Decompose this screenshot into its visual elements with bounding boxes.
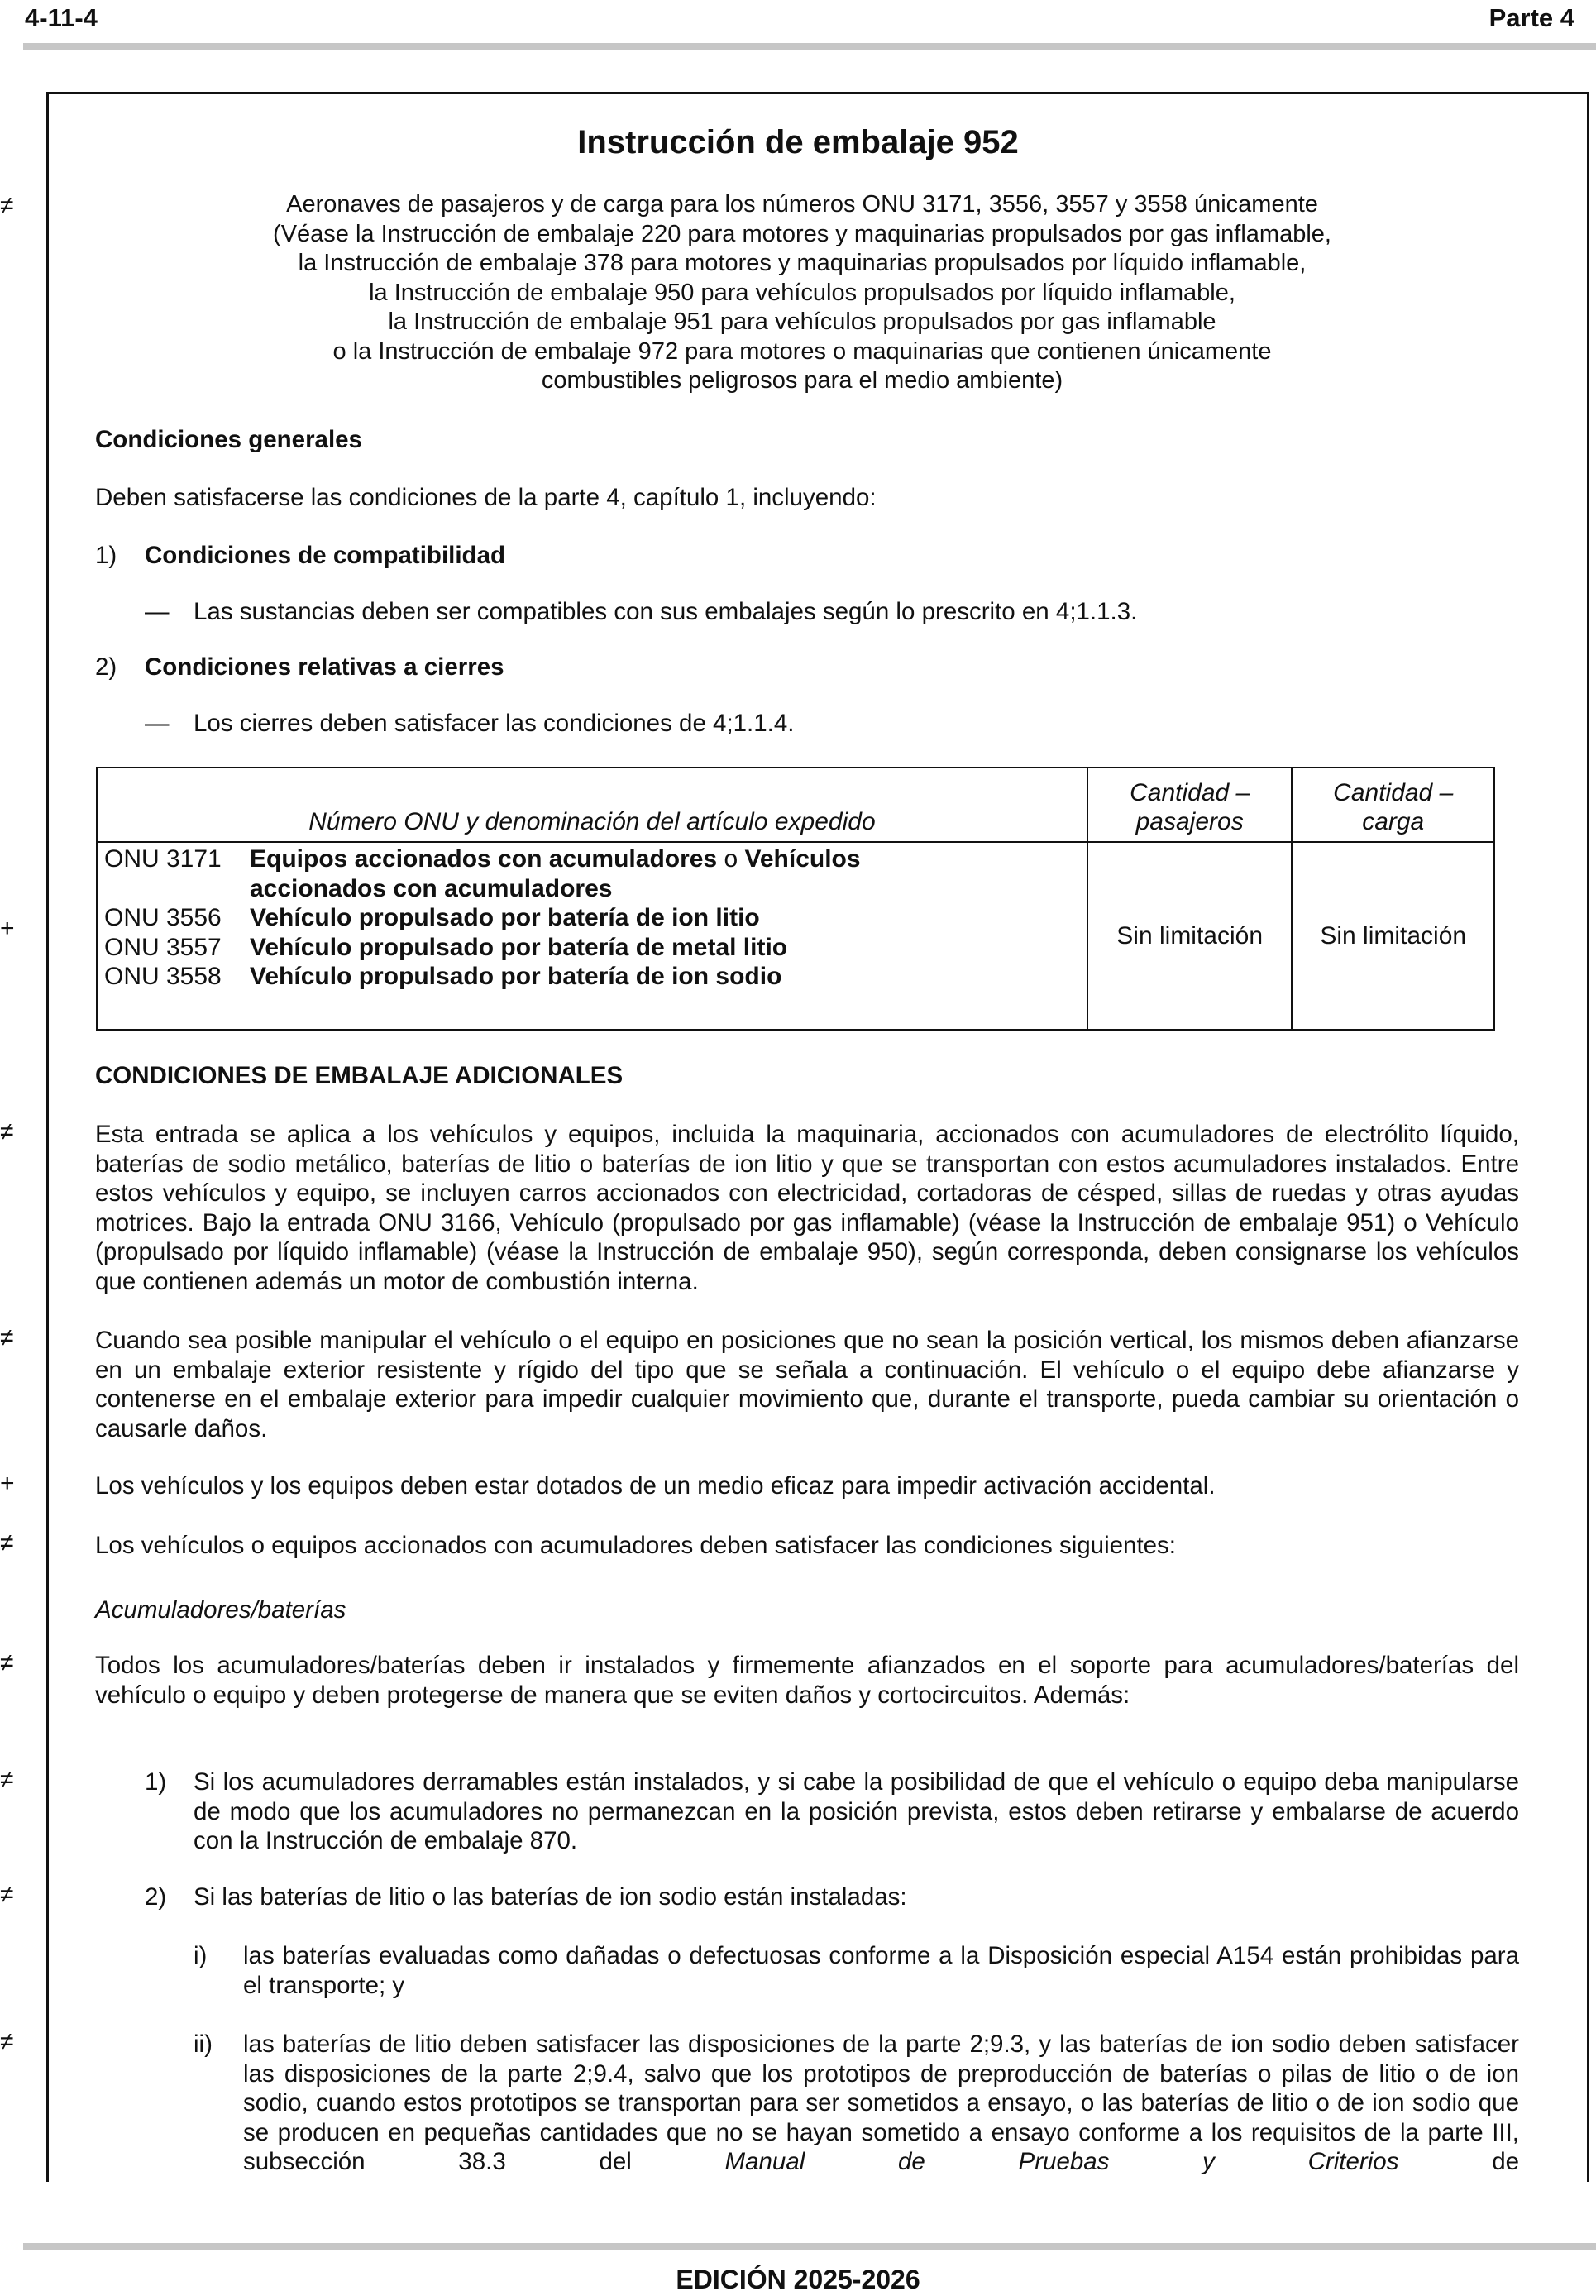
item-compatibility-text [145, 597, 1137, 627]
sublist-text: las baterías de litio deben satisfacer las disposiciones de la parte 2;9.3, y las baterías de ion sodio deben satisfacer las disposiciones de la parte 2;9.4, salvo que los prototipos de preproducción de baterías o pilas de litio o de ion sodio, cuando estos prototipos se transportan para ser sometidos a ensayo, o las baterías de litio o de ion sodio que se producen en pequeñas cantidades que no se hayan sometido a ensayo conforme a los requisitos de la parte III, subsección 38.3 del [243, 2031, 1519, 2175]
qty-cargo-cell: Sin limitación [1292, 842, 1494, 1030]
un-code: ONU 3558 [104, 963, 222, 990]
un-code: ONU 3171 [104, 845, 222, 873]
intro-block [149, 190, 1455, 396]
manual-title: Manual de Pruebas y Criterios [724, 2148, 1399, 2175]
table-row-continuation: accionados con acumuladores [250, 874, 613, 902]
item-text: Los cierres deben satisfacer las condiciones de 4;1.1.4. [194, 710, 795, 737]
item-title: Condiciones de compatibilidad [145, 542, 505, 569]
addition-mark: + [0, 1470, 15, 1497]
table-header-cargo [1292, 768, 1494, 842]
paragraph-conditions: Los vehículos o equipos accionados con acumuladores deben satisfacer las condiciones siguientes: [95, 1532, 1177, 1559]
sublist-text-end: de [1492, 2148, 1520, 2175]
page-title: Instrucción de embalaje 952 [577, 124, 1019, 160]
sublist-item-damaged: las baterías evaluadas como dañadas o defectuosas conforme a la Disposición especial A154 están prohibidas para el transporte; y [243, 1942, 1519, 1999]
batteries-subheading: Acumuladores/baterías [95, 1596, 346, 1624]
article-name: Vehículo propulsado por batería de metal litio [250, 933, 788, 961]
addition-mark: + [0, 915, 15, 942]
item-closures-text [145, 709, 794, 739]
intro-line: la Instrucción de embalaje 950 para vehículos propulsados por líquido inflamable, [369, 279, 1235, 306]
list-item-spillable: Si los acumuladores derramables están instalados, y si cabe la posibilidad de que el vehículo o equipo deba manipularse de modo que los acumuladores no permanezcan en la posición prevista, estos deben retirarse y embalarse de acuerdo con la Instrucción de embalaje 870. [194, 1768, 1519, 1854]
dash: — [145, 598, 170, 625]
article-name: Vehículos [744, 845, 861, 873]
item-compatibility [95, 541, 505, 571]
change-mark: ≠ [0, 192, 14, 219]
table-row [98, 903, 1087, 933]
conjunction: o [724, 845, 738, 873]
change-mark: ≠ [0, 1649, 14, 1677]
sublist-item-testing [243, 2030, 1519, 2177]
table-header-un: Número ONU y denominación del artículo expedido [97, 768, 1087, 842]
edition-footer: EDICIÓN 2025-2026 [676, 2265, 920, 2294]
list-number: 2) [145, 1883, 167, 1911]
un-code: ONU 3557 [104, 933, 222, 961]
table-row [98, 962, 1087, 992]
item-text: Las sustancias deben ser compatibles con sus embalajes según lo prescrito en 4;1.1.3. [194, 598, 1138, 625]
change-mark: ≠ [0, 1529, 14, 1557]
paragraph-scope: Esta entrada se aplica a los vehículos y equipos, incluida la maquinaria, accionados con acumuladores de electrólito líquido, baterías de sodio metálico, baterías de litio o baterías de ion litio y que se transportan con estos acumuladores instalados. Entre estos vehículos y equipo, se incluyen carros accionados con electricidad, cortadoras de césped, sillas de ruedas y otras ayudas motrices. Bajo la entrada ONU 3166, Vehículo (propulsado por gas inflamable) (véase la Instrucción de embalaje 951) o Vehículo (propulsado por líquido inflamable) (véase la Instrucción de embalaje 950), según corresponda, deben consignarse los vehículos que contienen además un motor de combustión interna. [95, 1121, 1519, 1295]
table-header-passenger [1087, 768, 1293, 842]
additional-heading: CONDICIONES DE EMBALAJE ADICIONALES [95, 1062, 624, 1089]
change-mark: ≠ [0, 2028, 14, 2055]
un-quantity-table [96, 767, 1495, 1031]
header-line: carga [1362, 808, 1425, 835]
change-mark: ≠ [0, 1118, 14, 1146]
item-closures [95, 653, 504, 682]
general-lead: Deben satisfacerse las condiciones de la parte 4, capítulo 1, incluyendo: [95, 484, 877, 511]
change-mark: ≠ [0, 1766, 14, 1793]
intro-line: (Véase la Instrucción de embalaje 220 para motores y maquinarias propulsados por gas inflamable, [273, 220, 1331, 247]
change-mark: ≠ [0, 1324, 14, 1351]
page-number: 4-11-4 [25, 3, 98, 32]
un-code: ONU 3556 [104, 904, 222, 931]
item-number: 2) [95, 653, 117, 681]
general-heading: Condiciones generales [95, 426, 362, 453]
table-row [98, 844, 1087, 874]
header-line: Cantidad – [1130, 779, 1250, 806]
qty-passenger-cell: Sin limitación [1087, 842, 1293, 1030]
intro-line: la Instrucción de embalaje 951 para vehículos propulsados por gas inflamable [388, 309, 1216, 335]
header-rule [23, 43, 1596, 50]
intro-line: Aeronaves de pasajeros y de carga para los números ONU 3171, 3556, 3557 y 3558 únicamente [286, 191, 1318, 218]
article-name: Vehículo propulsado por batería de ion litio [250, 904, 760, 931]
item-number: 1) [95, 542, 117, 569]
article-name: Vehículo propulsado por batería de ion sodio [250, 963, 782, 990]
list-item-lithium: Si las baterías de litio o las baterías de ion sodio están instaladas: [194, 1883, 907, 1911]
table-row [98, 933, 1087, 963]
header-line: Cantidad – [1333, 779, 1454, 806]
list-number: 1) [145, 1768, 167, 1796]
intro-line: la Instrucción de embalaje 378 para motores y maquinarias propulsados por líquido inflamable, [298, 250, 1307, 276]
paragraph-securing: Cuando sea posible manipular el vehículo o el equipo en posiciones que no sean la posición vertical, los mismos deben afianzarse en un embalaje exterior resistente y rígido del tipo que se señala a continuación. El vehículo o el equipo debe afianzarse y contenerse en el embalaje exterior para impedir cualquier movimiento que, durante el transporte, pueda cambiar su orientación o causarle daños. [95, 1327, 1519, 1442]
table-un-cell [97, 842, 1087, 1030]
sublist-number: ii) [194, 2031, 213, 2058]
paragraph-activation: Los vehículos y los equipos deben estar dotados de un medio eficaz para impedir activación accidental. [95, 1472, 1216, 1500]
sublist-number: i) [194, 1942, 208, 1969]
part-label: Parte 4 [1488, 3, 1574, 32]
paragraph-batteries: Todos los acumuladores/baterías deben ir instalados y firmemente afianzados en el soporte para acumuladores/baterías del vehículo o equipo y deben protegerse de manera que se eviten daños y cortocircuitos. Además: [95, 1652, 1519, 1709]
item-title: Condiciones relativas a cierres [145, 653, 504, 681]
footer-rule [23, 2243, 1596, 2250]
change-mark: ≠ [0, 1881, 14, 1908]
intro-line: o la Instrucción de embalaje 972 para motores o maquinarias que contienen únicamente [332, 337, 1272, 365]
article-name: Equipos accionados con acumuladores [250, 845, 718, 873]
header-line: pasajeros [1135, 808, 1244, 835]
intro-line: combustibles peligrosos para el medio ambiente) [541, 367, 1063, 394]
dash: — [145, 710, 170, 737]
